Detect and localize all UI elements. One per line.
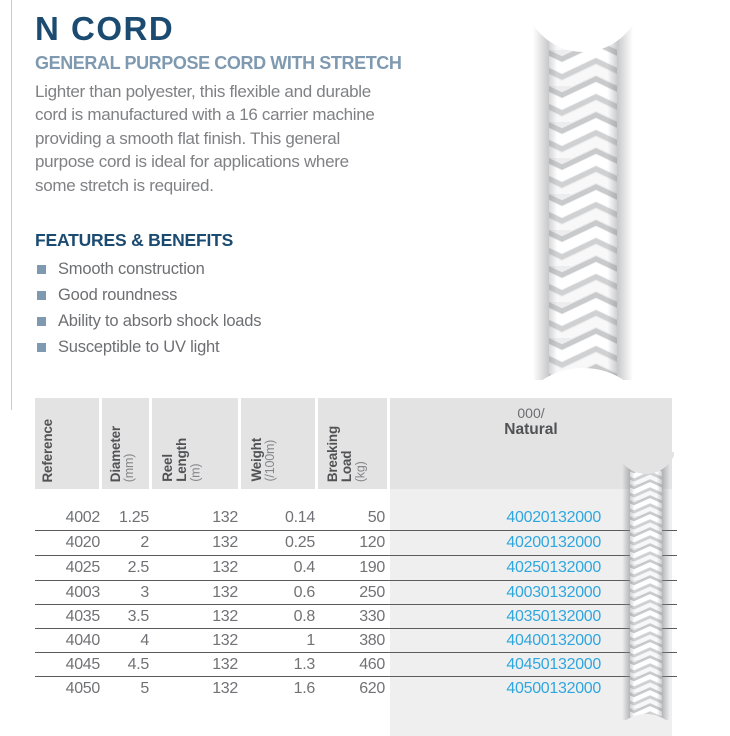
cell-diameter: 4.5 <box>127 656 149 673</box>
cell-reference: 4050 <box>65 680 100 697</box>
features-heading: FEATURES & BENEFITS <box>35 230 234 250</box>
cell-breaking-load: 330 <box>359 608 385 625</box>
cell-weight: 0.6 <box>293 584 315 601</box>
cell-diameter: 4 <box>140 632 149 649</box>
cell-weight: 0.14 <box>285 509 315 526</box>
column-label: Length <box>174 438 190 482</box>
cell-breaking-load: 460 <box>359 656 385 673</box>
cell-breaking-load: 380 <box>359 632 385 649</box>
item-code-link[interactable]: 40450132000 <box>506 656 601 673</box>
square-bullet-icon <box>37 343 46 352</box>
cell-weight: 0.8 <box>293 608 315 625</box>
item-code-link[interactable]: 40030132000 <box>506 584 601 601</box>
cell-breaking-load: 620 <box>359 680 385 697</box>
square-bullet-icon <box>37 265 46 274</box>
page-title: N CORD <box>35 10 175 47</box>
cell-reel-length: 132 <box>212 632 238 649</box>
feature-label: Good roundness <box>58 285 178 304</box>
item-code-link[interactable]: 40250132000 <box>506 559 601 576</box>
cell-weight: 1.3 <box>293 656 315 673</box>
cell-diameter: 3 <box>140 584 149 601</box>
column-label: Weight <box>249 438 264 482</box>
item-code-link[interactable]: 40020132000 <box>506 509 601 526</box>
cell-reel-length: 132 <box>212 656 238 673</box>
features-list <box>35 256 261 360</box>
feature-item <box>35 334 261 360</box>
cell-weight: 0.4 <box>293 559 315 576</box>
cell-weight: 0.25 <box>285 534 315 551</box>
cell-reel-length: 132 <box>212 559 238 576</box>
item-code-link[interactable]: 40200132000 <box>506 534 601 551</box>
column-label: Reel <box>160 454 175 482</box>
cell-reference: 4025 <box>65 559 100 576</box>
item-code-link[interactable]: 40500132000 <box>506 680 601 697</box>
header-cell-breaking-load <box>318 398 387 489</box>
feature-item <box>35 308 261 334</box>
column-label: Diameter <box>108 425 123 482</box>
rope-photo-large <box>528 14 638 386</box>
product-description: Lighter than polyester, this flexible and durable cord is manufactured with a 16 carrier machine providing a smooth flat finish. This general purpose cord is ideal for applications where some stretch is required. <box>35 82 375 195</box>
cell-reference: 4035 <box>65 608 100 625</box>
cell-reel-length: 132 <box>212 584 238 601</box>
square-bullet-icon <box>37 291 46 300</box>
cell-reference: 4045 <box>65 656 100 673</box>
cell-weight: 1.6 <box>293 680 315 697</box>
colour-code-prefix: 000/ <box>517 405 545 421</box>
cell-breaking-load: 190 <box>359 559 385 576</box>
cell-reference: 4020 <box>65 534 100 551</box>
feature-item <box>35 256 261 282</box>
cell-breaking-load: 50 <box>367 509 385 526</box>
cell-reference: 4040 <box>65 632 100 649</box>
header-cell-reference <box>35 398 99 489</box>
feature-item <box>35 282 261 308</box>
item-code-link[interactable]: 40400132000 <box>506 632 601 649</box>
header-cell-diameter <box>102 398 149 489</box>
cell-reel-length: 132 <box>212 680 238 697</box>
cell-diameter: 3.5 <box>127 608 149 625</box>
feature-label: Smooth construction <box>58 259 205 278</box>
feature-label: Ability to absorb shock loads <box>58 311 262 330</box>
cell-reel-length: 132 <box>212 509 238 526</box>
column-unit: (m) <box>188 463 203 482</box>
column-unit: (/100m) <box>263 440 278 482</box>
cell-reference: 4003 <box>65 584 100 601</box>
feature-label: Susceptible to UV light <box>58 337 220 356</box>
column-unit: (mm) <box>122 453 137 482</box>
cell-reference: 4002 <box>65 509 100 526</box>
header-cell-weight <box>241 398 315 489</box>
cell-diameter: 5 <box>140 680 149 697</box>
colour-name: Natural <box>504 421 558 438</box>
header-cell-reel-length <box>152 398 238 489</box>
cell-diameter: 2.5 <box>127 559 149 576</box>
column-label: Reference <box>40 418 55 482</box>
cell-weight: 1 <box>306 632 315 649</box>
item-code-link[interactable]: 40350132000 <box>506 608 601 625</box>
cell-reel-length: 132 <box>212 608 238 625</box>
rope-swatch-natural <box>618 452 674 726</box>
cell-reel-length: 132 <box>212 534 238 551</box>
product-subtitle: GENERAL PURPOSE CORD WITH STRETCH <box>35 53 402 73</box>
page-edge-rule <box>11 0 12 410</box>
column-label: Breaking <box>325 425 340 482</box>
column-label: Load <box>339 450 355 482</box>
square-bullet-icon <box>37 317 46 326</box>
cell-breaking-load: 120 <box>359 534 385 551</box>
cell-diameter: 1.25 <box>119 509 149 526</box>
cell-breaking-load: 250 <box>359 584 385 601</box>
column-unit: (kg) <box>353 461 368 482</box>
cell-diameter: 2 <box>140 534 149 551</box>
